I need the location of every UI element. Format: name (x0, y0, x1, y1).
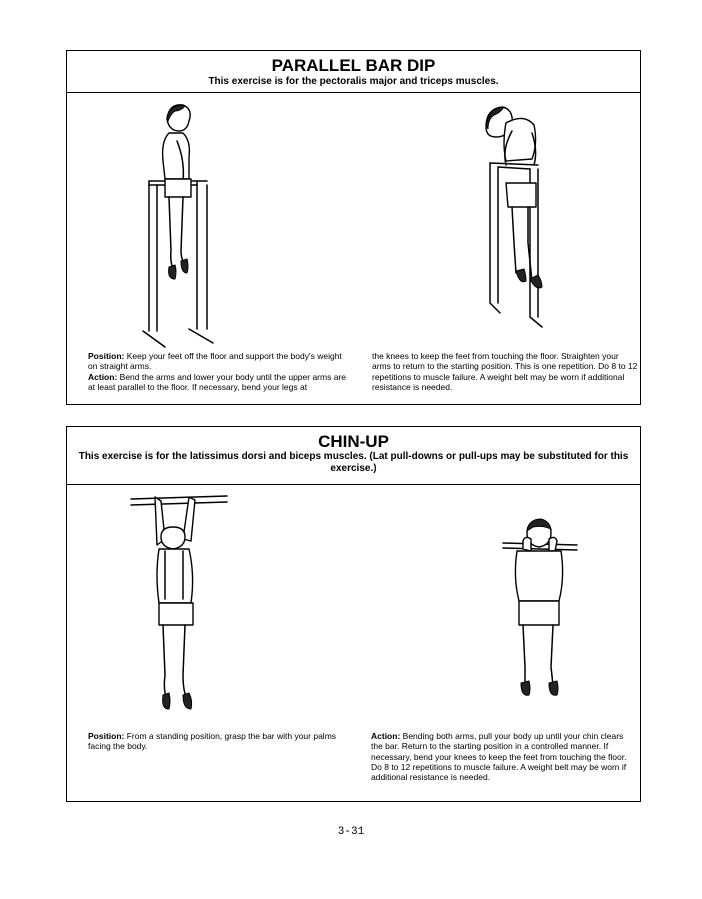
position-text: From a standing position, grasp the bar with your palms facing the body. (88, 731, 337, 752)
action-text-right: the knees to keep the feet from touching the floor. Straighten your arms to return to the starting position. This is one repetition. Do 8 to 12 repetitions to muscle failure. A weight belt may be worn if additional resistance is needed. (372, 351, 638, 392)
parallel-bar-dip-panel (66, 50, 641, 405)
panel-title: PARALLEL BAR DIP (271, 56, 436, 75)
parallel-bar-dip-header (67, 51, 640, 93)
dip-start-illustration (137, 101, 227, 341)
description-left-column (88, 731, 354, 752)
panel-title: CHIN-UP (318, 432, 389, 451)
description-left-column (88, 351, 351, 392)
position-text: Keep your feet off the floor and support the body's weight on straight arms. (88, 351, 342, 372)
chin-up-header (67, 427, 640, 485)
dip-lowered-illustration (472, 103, 572, 343)
description-right-column (372, 351, 638, 392)
chin-up-description (88, 731, 628, 793)
position-label: Position: (88, 731, 125, 741)
action-text: Bending both arms, pull your body up until your chin clears the bar. Return to the starting position in a controlled manner. If necessary, bend your knees to keep the feet from touching the floor. Do 8 to 12 repetitions to muscle failure. A weight belt may be worn if additional resistance is needed. (371, 731, 627, 783)
page-number: 3-31 (337, 826, 365, 838)
action-label: Action: (88, 371, 118, 382)
panel-subtitle: This exercise is for the pectoralis major and triceps muscles. (208, 76, 499, 87)
action-text-left: Bend the arms and lower your body until the upper arms are at least parallel to the floor. If necessary, bend your legs at (88, 371, 346, 392)
parallel-bar-dip-description (88, 351, 638, 399)
position-label: Position: (88, 351, 125, 361)
chin-up-hanging-illustration (131, 495, 231, 725)
chin-up-top-illustration (503, 517, 583, 717)
panel-subtitle: This exercise is for the latissimus dorsi and biceps muscles. (Lat pull-downs or pull-ups may be substituted for this exercise.) (78, 451, 629, 474)
action-label: Action: (371, 731, 401, 741)
description-right-column (371, 731, 637, 782)
chin-up-panel (66, 426, 641, 802)
